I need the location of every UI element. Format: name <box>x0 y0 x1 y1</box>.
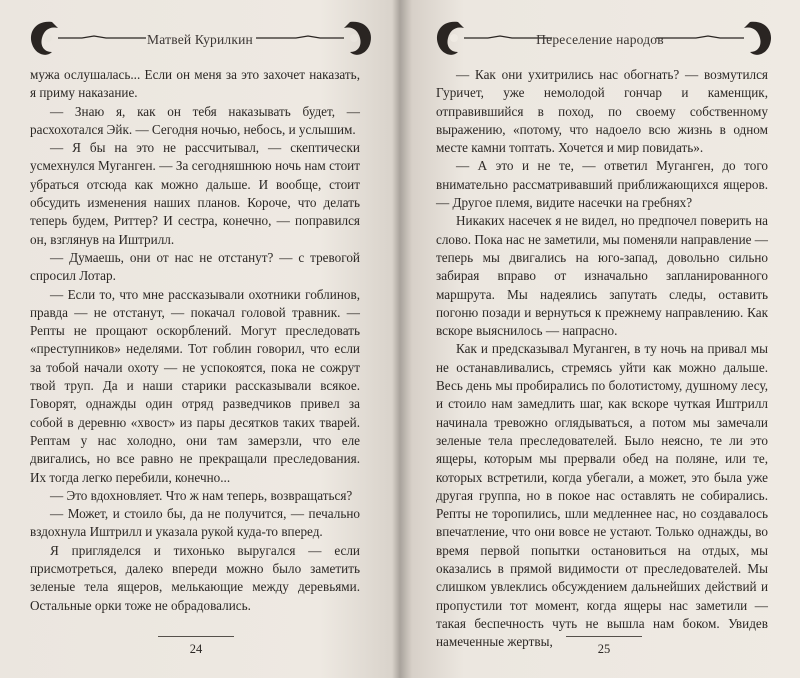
ornament-icon <box>650 14 780 64</box>
page-number: 25 <box>597 642 611 656</box>
footer-rule <box>566 636 642 637</box>
page-header-title: Переселение народов <box>536 32 664 47</box>
page-number: 24 <box>189 642 203 656</box>
paragraph: — Думаешь, они от нас не отстанут? — с тревогой спросил Лотар. <box>30 249 360 284</box>
page-body <box>30 66 360 615</box>
page-body <box>436 66 768 652</box>
paragraph: — Как они ухитрились нас обогнать? — возмутился Гуричет, уже немолодой гончар и каменщик, отправившийся в поход, по своему собственному выражению, «потому, что надоело всю жизнь в одном месте камни топтать. Хочется и мир повидать». <box>436 67 768 156</box>
footer-rule <box>158 636 234 637</box>
paragraph: — Я бы на это не рассчитывал, — скептически усмехнулся Муганген. — За сегодняшнюю ночь нам стоит убраться отсюда как можно дальше. И вообще, стоит обсудить изменения наших планов. Короче, что делать теперь будем, Риттер? И сестра, конечно, — поправился он, взглянув на Иштрилл. <box>30 140 360 247</box>
paragraph: — А это и не те, — ответил Муганген, до того внимательно рассматривавший приближающихся ящеров. — Другое племя, видите насечки на гребнях? <box>436 158 768 211</box>
paragraph: мужа ослушалась... Если он меня за это захочет наказать, я приму наказание. <box>30 67 360 101</box>
paragraph: Я пригляделся и тихонько выругался — если присмотреться, далеко впереди можно было заметить зеленые тела ящеров, мелькающие между деревьями. Остальные орки тоже не обрадовались. <box>30 542 360 613</box>
paragraph: Как и предсказывал Муганген, в ту ночь на привал мы не останавливались, стремясь уйти как можно дальше. Весь день мы пробирались по болотистому, душному лесу, и стоило нам замедлить шаг, как вскоре чуткая Иштрилл начинала тревожно оглядываться, а потом мы замечали зеленые тела преследователей. Было неясно, те ли это ящеры, которым мы прервали обед на поляне, или те, которых встретили, когда убегали, а может, это была уже другая группа, но в покое нас оставлять не собирались. Репты не торопились, шли медленнее нас, но создавалось впечатление, что они вовсе не устают. Только однажды, во время первой попытки остановиться на отдых, мы оказались в прямой видимости от преследователей. Мы слишком увлеклись обсуждением дальнейших действий и пропустили тот момент, когда ящеры нас заметили — такая беспечность чуть не вышла нам боком. Увидев намеченные жертвы, <box>436 341 768 650</box>
paragraph: — Знаю я, как он тебя наказывать будет, — расхохотался Эйк. — Сегодня ночью, небось, и услышим. <box>30 103 360 137</box>
paragraph: — Может, и стоило бы, да не получится, — печально вздохнула Иштрилл и указала рукой куда-то вперед. <box>30 506 360 540</box>
paragraph: — Это вдохновляет. Что ж нам теперь, возвращаться? <box>50 487 353 503</box>
running-header <box>0 14 400 64</box>
paragraph: — Если то, что мне рассказывали охотники гоблинов, правда — не отстанут, — покачал головой травник. — Репты не прощают оскорблений. Могут преследовать «преступников» неделями. Тот гоблин говорил, что если за тобой начали охоту — не успокоятся, пока не сожрут твой труп. Да и наши старики рассказывали всякое. Говорят, однажды один отряд разведчиков привел за собой в деревню «хвост» из пары десятков таких тварей. Рептам у нас холодно, они там замерзли, что еле двигались, но все равно не прекращали преследования. Их тогда легко перебили, конечно... <box>30 286 360 485</box>
running-header <box>400 14 800 64</box>
paragraph: Никаких насечек я не видел, но предпочел поверить на слово. Пока нас не заметили, мы поменяли направление — теперь мы двигались на юго-запад, довольно сильно забирая вправо от изначально запланированного маршрута. Мы надеялись запутать следы, оставить погоню позади и вернуться к прежнему направлению. Как вскоре выяснилось — напрасно. <box>436 213 768 339</box>
page-header-author: Матвей Курилкин <box>147 32 253 47</box>
right-page <box>400 0 800 678</box>
ornament-icon <box>250 14 380 64</box>
